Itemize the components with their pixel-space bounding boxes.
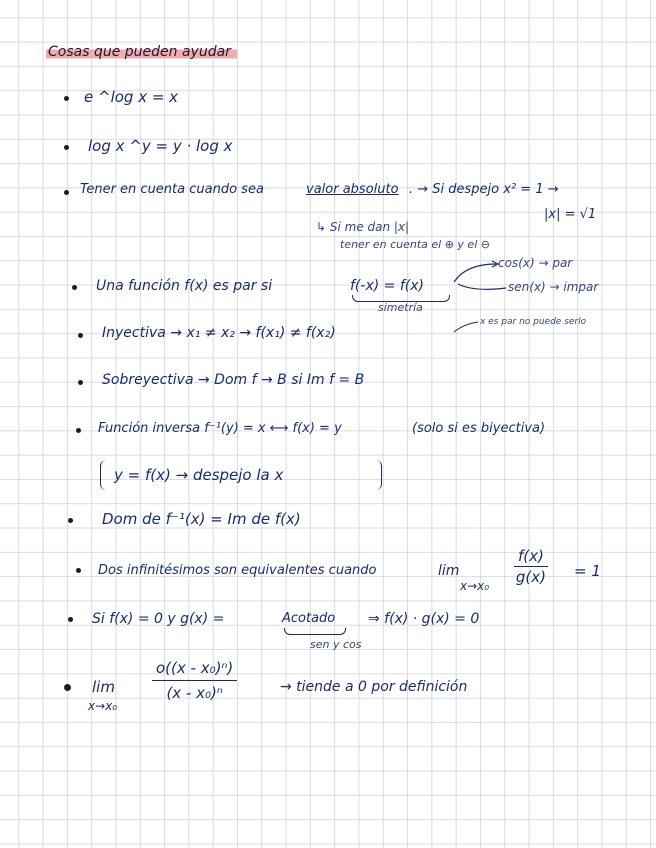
fraction-numerator: f(x)	[514, 546, 548, 567]
note-abs-value: Tener en cuenta cuando sea	[80, 182, 264, 197]
def-injective-note: x es par no puede serlo	[480, 317, 587, 327]
formula-log-power: log x ^y = y · log x	[88, 137, 233, 155]
note-abs-given: ↳ Si me dan |x|	[316, 220, 410, 234]
brace	[284, 628, 346, 635]
limit-subscript: x→x₀	[460, 579, 490, 593]
arrow-icon	[452, 258, 512, 298]
bullet	[64, 145, 69, 150]
rule-bounded-examples: sen y cos	[310, 638, 362, 651]
fraction-denominator: g(x)	[515, 568, 546, 586]
def-surjective: Sobreyectiva → Dom f → B si Im f = B	[102, 372, 365, 388]
note-abs-value-despejo: . → Si despejo x² = 1 →	[409, 182, 559, 197]
inverse-hint: y = f(x) → despejo la x	[114, 466, 284, 484]
bullet	[76, 428, 81, 433]
fraction-denominator: (x - x₀)ⁿ	[166, 684, 223, 702]
formula-exp-log: e ^log x = x	[84, 88, 179, 106]
fraction-numerator: o((x - x₀)ⁿ)	[152, 656, 237, 681]
little-o-definition: → tiende a 0 por definición	[280, 679, 468, 695]
rule-bounded-result: ⇒ f(x) · g(x) = 0	[368, 611, 480, 627]
bullet	[64, 190, 69, 195]
def-inverse-condition: (solo si es biyectiva)	[412, 421, 546, 436]
def-even-symmetry: simetría	[378, 301, 423, 314]
bullet	[78, 333, 83, 338]
limit-symbol: lim	[92, 678, 115, 696]
bullet	[76, 568, 81, 573]
bullet	[68, 518, 73, 523]
note-abs-value-root: |x| = √1	[544, 207, 597, 222]
example-sin-odd: sen(x) → impar	[508, 280, 599, 294]
fraction-little-o	[152, 656, 237, 705]
bullet	[64, 684, 71, 691]
page-title: Cosas que pueden ayudar	[46, 43, 237, 61]
def-inverse: Función inversa f⁻¹(y) = x ⟷ f(x) = y	[98, 421, 342, 436]
bullet	[78, 380, 83, 385]
equals-one: = 1	[574, 562, 601, 580]
example-cos-even: cos(x) → par	[498, 256, 573, 270]
def-even-condition: f(-x) = f(x)	[350, 278, 424, 294]
bullet	[64, 96, 69, 101]
def-injective: Inyectiva → x₁ ≠ x₂ → f(x₁) ≠ f(x₂)	[102, 325, 336, 341]
def-equivalent-infinitesimals: Dos infinitésimos son equivalentes cuando	[98, 563, 377, 578]
def-even-function: Una función f(x) es par si	[96, 278, 273, 294]
limit-subscript: x→x₀	[88, 699, 118, 713]
rule-bounded-term: Acotado	[282, 611, 336, 626]
rule-bounded-product: Si f(x) = 0 y g(x) =	[92, 611, 225, 627]
limit-symbol: lim	[438, 563, 460, 579]
note-abs-value-term: valor absoluto	[306, 182, 399, 197]
note-abs-signs: tener en cuenta el ⊕ y el ⊖	[340, 238, 490, 251]
bullet	[68, 617, 73, 622]
arrow-icon	[452, 318, 482, 338]
fraction-f-over-g	[514, 546, 548, 587]
def-inverse-domain: Dom de f⁻¹(x) = Im de f(x)	[102, 510, 301, 528]
bullet	[72, 285, 77, 290]
